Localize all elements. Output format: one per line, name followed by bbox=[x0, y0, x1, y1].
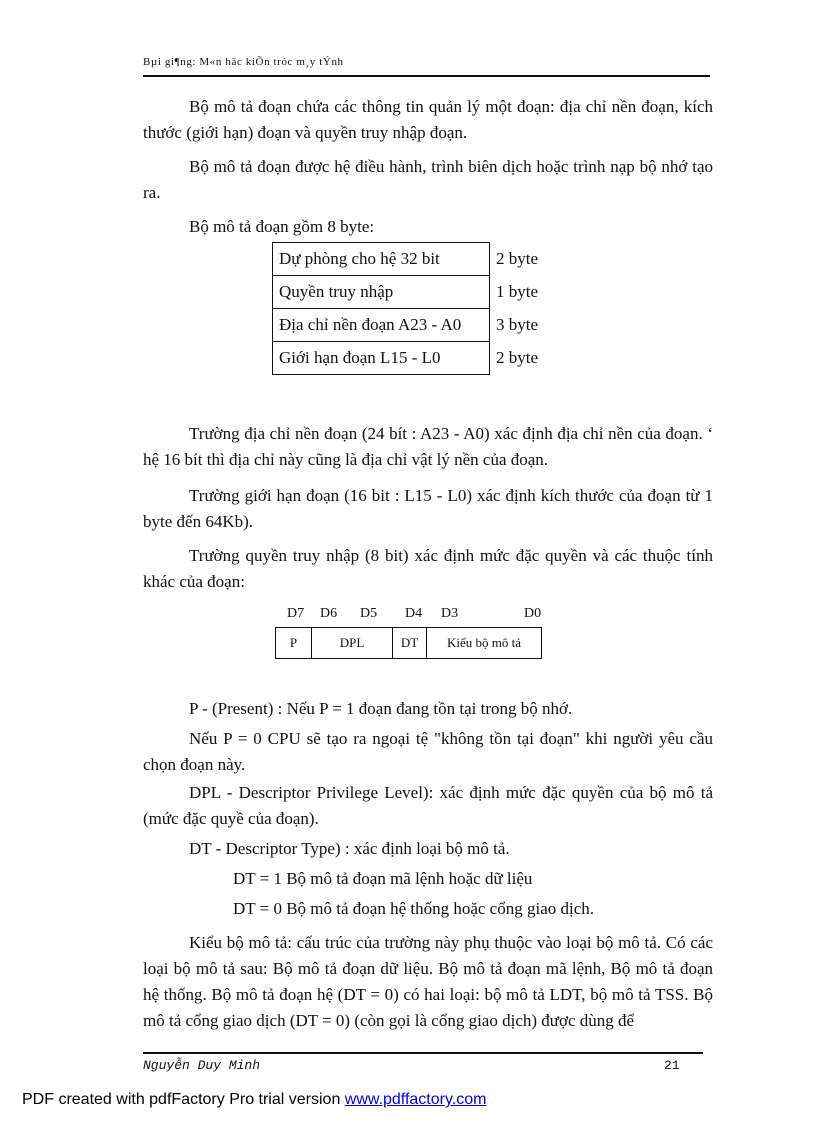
footer-rule bbox=[143, 1052, 703, 1054]
descriptor-field-cell: Dự phòng cho hệ 32 bit bbox=[273, 243, 490, 276]
page-header-title: Bµi gi¶ng: M«n häc kiÕn tróc m¸y tÝnh bbox=[143, 56, 344, 68]
paragraph-dt-one: DT = 1 Bộ mô tả đoạn mã lệnh hoặc dữ liệu bbox=[233, 869, 533, 888]
paragraph-dpl: DPL - Descriptor Privilege Level): xác định mức đặc quyền của bộ mô tả (mức đặc quyề của đoạn). bbox=[143, 783, 713, 828]
bit-label-d0: D0 bbox=[524, 606, 542, 621]
paragraph-descriptor-creator: Bộ mô tả đoạn được hệ điều hành, trình biên dịch hoặc trình nạp bộ nhớ tạo ra. bbox=[143, 157, 713, 202]
bit-label-d4: D4 bbox=[405, 606, 423, 621]
table-row bbox=[273, 276, 563, 309]
descriptor-size-cell: 2 byte bbox=[490, 342, 563, 375]
table-row bbox=[276, 628, 542, 659]
access-bit-type-cell: Kiểu bộ mô tả bbox=[427, 628, 542, 659]
paragraph-limit-field: Trường giới hạn đoạn (16 bit : L15 - L0) xác định kích thước của đoạn từ 1 byte đến 64Kb). bbox=[143, 486, 713, 531]
bit-label-d6: D6 bbox=[320, 606, 338, 621]
page-number: 21 bbox=[664, 1058, 680, 1073]
paragraph-base-address-field: Trường địa chỉ nền đoạn (24 bít : A23 - A0) xác định địa chỉ nền của đoạn. ‘ hệ 16 bít thì địa chỉ này cũng là địa chỉ vật lý nền của đoạn. bbox=[143, 424, 713, 469]
paragraph-access-rights-field: Trường quyền truy nhập (8 bit) xác định mức đặc quyền và các thuộc tính khác của đoạn: bbox=[143, 546, 713, 591]
access-bit-p-cell: P bbox=[276, 628, 312, 659]
paragraph-dt: DT - Descriptor Type) : xác định loại bộ mô tả. bbox=[189, 839, 510, 858]
table-row bbox=[273, 309, 563, 342]
paragraph-present-zero: Nếu P = 0 CPU sẽ tạo ra ngoại tệ "không tồn tại đoạn" khi người yêu cầu chọn đoạn này. bbox=[143, 729, 713, 774]
bit-label-d5: D5 bbox=[360, 606, 378, 621]
paragraph-segment-descriptor-intro: Bộ mô tả đoạn chứa các thông tin quản lý một đoạn: địa chỉ nền đoạn, kích thước (giới hạn) đoạn và quyền truy nhập đoạn. bbox=[143, 97, 713, 142]
paragraph-present-bit: P - (Present) : Nếu P = 1 đoạn đang tồn tại trong bộ nhớ. bbox=[189, 699, 573, 718]
pdf-creator-note bbox=[22, 1091, 486, 1109]
descriptor-field-cell: Quyền truy nhập bbox=[273, 276, 490, 309]
descriptor-structure-table bbox=[272, 242, 562, 375]
descriptor-field-cell: Giới hạn đoạn L15 - L0 bbox=[273, 342, 490, 375]
table-row bbox=[273, 243, 563, 276]
access-byte-diagram bbox=[275, 627, 542, 659]
table-row bbox=[273, 342, 563, 375]
paragraph-descriptor-type: Kiểu bộ mô tả: cấu trúc của trường này phụ thuộc vào loại bộ mô tả. Có các loại bộ mô tả sau: Bộ mô tả đoạn dữ liệu. Bộ mô tả đoạn mã lệnh, Bộ mô tả đoạn hệ thống. Bộ mô tả đoạn hệ (DT = 0) có hai loại: bộ mô tả LDT, bộ mô tả TSS. Bộ mô tả cổng giao dịch (DT = 0) (còn gọi là cổng giao dịch) được dùng để bbox=[143, 933, 713, 1030]
access-bit-dpl-cell: DPL bbox=[312, 628, 393, 659]
paragraph-descriptor-size: Bộ mô tả đoạn gồm 8 byte: bbox=[189, 217, 375, 236]
pdf-note-text: PDF created with pdfFactory Pro trial version bbox=[22, 1091, 345, 1108]
header-rule bbox=[143, 75, 710, 77]
paragraph-dt-zero: DT = 0 Bộ mô tả đoạn hệ thống hoặc cổng giao dịch. bbox=[233, 899, 595, 918]
descriptor-size-cell: 2 byte bbox=[490, 243, 563, 276]
bit-label-d7: D7 bbox=[287, 606, 305, 621]
pdffactory-link[interactable]: www.pdffactory.com bbox=[344, 1091, 487, 1108]
footer-author: Nguyễn Duy Minh bbox=[143, 1058, 261, 1073]
bit-label-d3: D3 bbox=[441, 606, 459, 621]
descriptor-size-cell: 1 byte bbox=[490, 276, 563, 309]
descriptor-size-cell: 3 byte bbox=[490, 309, 563, 342]
access-bit-dt-cell: DT bbox=[393, 628, 427, 659]
descriptor-field-cell: Địa chỉ nền đoạn A23 - A0 bbox=[273, 309, 490, 342]
